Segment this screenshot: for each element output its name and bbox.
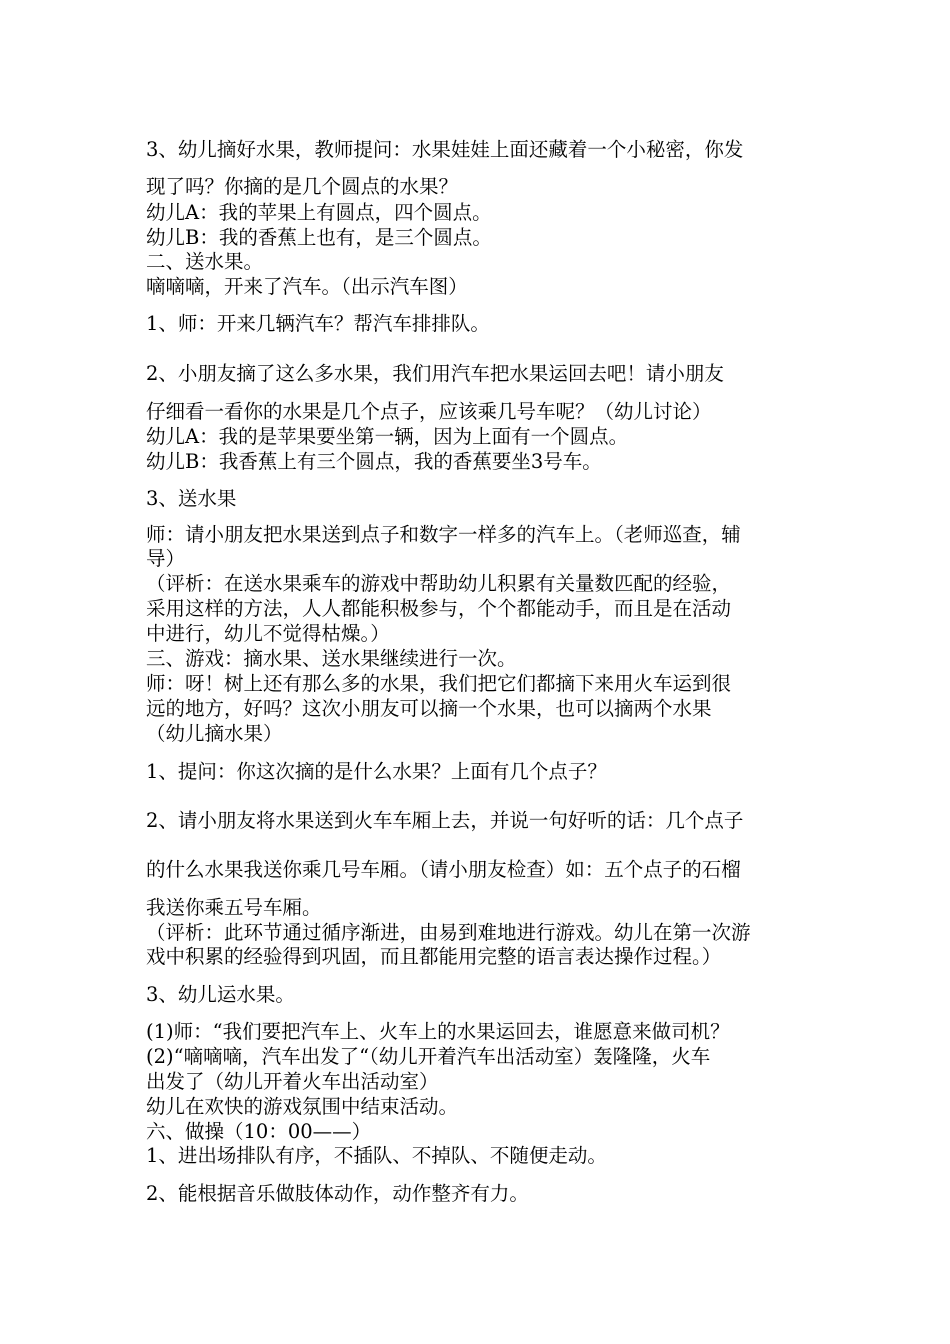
- text-line: 3、幼儿摘好水果，教师提问：水果娃娃上面还藏着一个小秘密，你发: [146, 139, 744, 161]
- text-line: 2、请小朋友将水果送到火车车厢上去，并说一句好听的话：几个点子: [146, 810, 744, 832]
- commentary-line: （评析：在送水果乘车的游戏中帮助幼儿积累有关量数匹配的经验，: [146, 573, 732, 595]
- text-line: 3、幼儿运水果。: [146, 984, 295, 1006]
- text-line: 出发了（幼儿开着火车出活动室）: [146, 1071, 439, 1093]
- text-line: 3、送水果: [146, 488, 237, 510]
- text-line: (2)“嘀嘀嘀，汽车出发了“（幼儿开着汽车出活动室）轰隆隆，火车: [146, 1046, 711, 1068]
- commentary-line: （评析：此环节通过循序渐进，由易到难地进行游戏。幼儿在第一次游: [146, 922, 751, 944]
- text-line: 2、小朋友摘了这么多水果，我们用汽车把水果运回去吧！请小朋友: [146, 363, 724, 385]
- text-line: 我送你乘五号车厢。: [146, 897, 322, 919]
- text-line: 仔细看一看你的水果是几个点子，应该乘几号车呢？（幼儿讨论）: [146, 401, 712, 423]
- section-heading: 三、游戏：摘水果、送水果继续进行一次。: [146, 648, 517, 670]
- commentary-line: 戏中积累的经验得到巩固，而且都能用完整的语言表达操作过程。）: [146, 946, 722, 968]
- section-heading: 六、做操（10：00——）: [146, 1121, 372, 1143]
- section-heading: 二、送水果。: [146, 251, 264, 273]
- text-line: 幼儿B：我的香蕉上也有，是三个圆点。: [146, 227, 492, 249]
- text-line: (1)师：“我们要把汽车上、火车上的水果运回去，谁愿意来做司机？: [146, 1021, 730, 1043]
- text-line: 幼儿在欢快的游戏氛围中结束活动。: [146, 1096, 459, 1118]
- text-line: 现了吗？你摘的是几个圆点的水果？: [146, 176, 459, 198]
- text-line: 导）: [146, 548, 186, 570]
- text-line: 远的地方，好吗？这次小朋友可以摘一个水果，也可以摘两个水果: [146, 698, 712, 720]
- text-line: 1、师：开来几辆汽车？帮汽车排排队。: [146, 313, 490, 335]
- text-line: 幼儿A：我的苹果上有圆点，四个圆点。: [146, 202, 492, 224]
- text-line: 嘀嘀嘀，开来了汽车。（出示汽车图）: [146, 276, 468, 298]
- text-line: 师：呀！树上还有那么多的水果，我们把它们都摘下来用火车运到很: [146, 673, 732, 695]
- text-line: 的什么水果我送你乘几号车厢。（请小朋友检查）如：五个点子的石榴: [146, 859, 741, 881]
- text-line: 1、进出场排队有序，不插队、不掉队、不随便走动。: [146, 1145, 607, 1167]
- commentary-line: 采用这样的方法，人人都能积极参与，个个都能动手，而且是在活动: [146, 598, 732, 620]
- text-line: 师：请小朋友把水果送到点子和数字一样多的汽车上。（老师巡查，辅: [146, 524, 741, 546]
- text-line: 2、能根据音乐做肢体动作，动作整齐有力。: [146, 1183, 529, 1205]
- text-line: 幼儿B：我香蕉上有三个圆点，我的香蕉要坐3号车。: [146, 451, 602, 473]
- text-line: 1、提问：你这次摘的是什么水果？上面有几个点子？: [146, 761, 607, 783]
- text-line: （幼儿摘水果）: [146, 723, 283, 745]
- commentary-line: 中进行，幼儿不觉得枯燥。）: [146, 623, 390, 645]
- text-line: 幼儿A：我的是苹果要坐第一辆，因为上面有一个圆点。: [146, 426, 629, 448]
